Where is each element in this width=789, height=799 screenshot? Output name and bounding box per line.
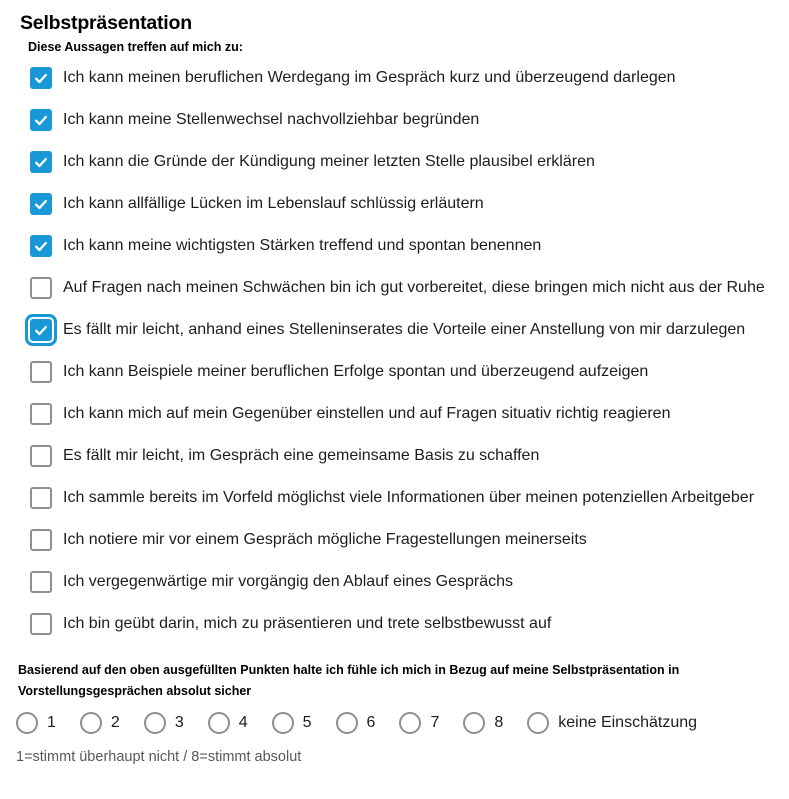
radio-button[interactable] <box>336 712 358 734</box>
checkbox[interactable] <box>30 193 52 215</box>
radio-button[interactable] <box>272 712 294 734</box>
checkbox[interactable] <box>30 235 52 257</box>
checklist-item[interactable] <box>30 360 769 384</box>
checkbox[interactable] <box>30 403 52 425</box>
rating-option[interactable] <box>208 712 248 734</box>
checklist-item[interactable] <box>30 150 769 174</box>
checklist-item-label[interactable]: Ich vergegenwärtige mir vorgängig den Ablauf eines Gesprächs <box>63 573 514 590</box>
checkbox[interactable] <box>30 613 52 635</box>
checkbox[interactable] <box>30 277 52 299</box>
checkbox[interactable] <box>30 109 52 131</box>
checklist-item[interactable] <box>30 402 769 426</box>
checklist-item-label[interactable]: Ich kann die Gründe der Kündigung meiner letzten Stelle plausibel erklären <box>63 153 595 170</box>
checklist-item[interactable] <box>30 486 769 510</box>
rating-option-label[interactable]: 7 <box>430 714 440 731</box>
checklist-item[interactable] <box>30 108 769 132</box>
radio-button[interactable] <box>527 712 549 734</box>
checkbox[interactable] <box>30 361 52 383</box>
checkbox[interactable] <box>30 319 52 341</box>
rating-option-label[interactable]: 4 <box>238 714 248 731</box>
checkbox[interactable] <box>30 67 52 89</box>
radio-button[interactable] <box>16 712 38 734</box>
check-icon <box>34 241 48 252</box>
checkbox[interactable] <box>30 529 52 551</box>
rating-option-label[interactable]: 3 <box>174 714 184 731</box>
checklist-item-label[interactable]: Ich kann Beispiele meiner beruflichen Erfolge spontan und überzeugend aufzeigen <box>63 363 649 380</box>
check-icon <box>34 199 48 210</box>
radio-button[interactable] <box>208 712 230 734</box>
rating-option-label[interactable]: 6 <box>366 714 376 731</box>
checklist-item-label[interactable]: Es fällt mir leicht, anhand eines Stelleninserates die Vorteile einer Anstellung von mir darzulegen <box>63 321 746 338</box>
rating-question: Basierend auf den oben ausgefüllten Punkten halte ich fühle ich mich in Bezug auf meine Selbstpräsentation in Vorstellungsgesprächen absolut sicher <box>18 663 680 698</box>
rating-option-label[interactable]: 2 <box>110 714 120 731</box>
checklist-item[interactable] <box>30 444 769 468</box>
checkbox[interactable] <box>30 151 52 173</box>
checklist-item-label[interactable]: Ich kann mich auf mein Gegenüber einstellen und auf Fragen situativ richtig reagieren <box>63 405 671 422</box>
checklist-item-label[interactable]: Ich notiere mir vor einem Gespräch mögliche Fragestellungen meinerseits <box>63 531 587 548</box>
radio-button[interactable] <box>80 712 102 734</box>
checklist-item[interactable] <box>30 234 769 258</box>
checklist-item-label[interactable]: Ich sammle bereits im Vorfeld möglichst viele Informationen über meinen potenziellen Arbeitgeber <box>63 489 755 506</box>
check-icon <box>34 73 48 84</box>
rating-option[interactable] <box>527 712 697 734</box>
radio-button[interactable] <box>463 712 485 734</box>
checklist-item[interactable] <box>30 528 769 552</box>
check-icon <box>34 115 48 126</box>
scale-legend: 1=stimmt überhaupt nicht / 8=stimmt absolut <box>16 749 302 765</box>
checkbox[interactable] <box>30 487 52 509</box>
page-title: Selbstpräsentation <box>20 12 192 34</box>
checklist-item[interactable] <box>30 612 769 636</box>
checklist-item-label[interactable]: Ich kann meine Stellenwechsel nachvollziehbar begründen <box>63 111 480 128</box>
rating-scale <box>16 712 769 734</box>
rating-option[interactable] <box>399 712 439 734</box>
check-icon <box>34 325 48 336</box>
rating-option[interactable] <box>336 712 376 734</box>
checkbox[interactable] <box>30 571 52 593</box>
checklist-item[interactable] <box>30 276 769 300</box>
check-icon <box>34 157 48 168</box>
checklist-item[interactable] <box>30 570 769 594</box>
checklist-item-label[interactable]: Es fällt mir leicht, im Gespräch eine gemeinsame Basis zu schaffen <box>63 447 540 464</box>
checklist-item[interactable] <box>30 66 769 90</box>
radio-button[interactable] <box>399 712 421 734</box>
rating-option[interactable] <box>16 712 56 734</box>
checklist-item[interactable] <box>30 192 769 216</box>
section-instruction: Diese Aussagen treffen auf mich zu: <box>28 40 243 54</box>
rating-option[interactable] <box>80 712 120 734</box>
rating-option[interactable] <box>272 712 312 734</box>
rating-option[interactable] <box>463 712 503 734</box>
checklist-item-label[interactable]: Ich kann allfällige Lücken im Lebenslauf schlüssig erläutern <box>63 195 484 212</box>
checklist-item-label[interactable]: Auf Fragen nach meinen Schwächen bin ich gut vorbereitet, diese bringen mich nicht aus der Ruhe <box>63 279 765 296</box>
checklist <box>30 66 769 636</box>
checklist-item-label[interactable]: Ich kann meinen beruflichen Werdegang im Gespräch kurz und überzeugend darlegen <box>63 69 676 86</box>
checklist-item-label[interactable]: Ich bin geübt darin, mich zu präsentieren und trete selbstbewusst auf <box>63 615 552 632</box>
rating-option-label[interactable]: 8 <box>494 714 504 731</box>
rating-option[interactable] <box>144 712 184 734</box>
checklist-item-label[interactable]: Ich kann meine wichtigsten Stärken treffend und spontan benennen <box>63 237 542 254</box>
rating-option-label[interactable]: 5 <box>302 714 312 731</box>
rating-option-label[interactable]: 1 <box>47 714 56 731</box>
radio-button[interactable] <box>144 712 166 734</box>
checklist-item[interactable] <box>30 318 769 342</box>
checkbox[interactable] <box>30 445 52 467</box>
rating-option-label[interactable]: keine Einschätzung <box>558 714 698 731</box>
